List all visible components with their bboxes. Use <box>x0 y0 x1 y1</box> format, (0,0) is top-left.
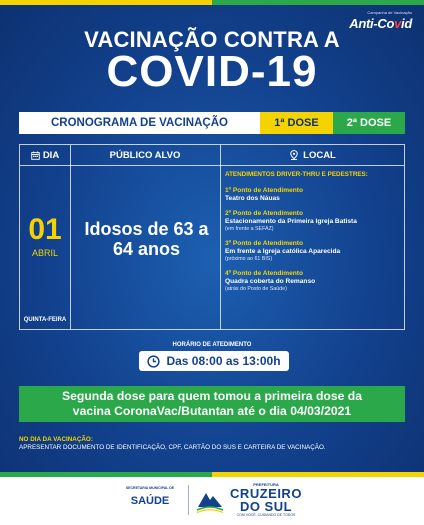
location-point <box>225 270 401 293</box>
location-point-name: Estacionamento da Primeira Igreja Batista <box>225 218 357 225</box>
saude-small-text: SECRETARIA MUNICIPAL DE <box>125 486 175 490</box>
note-text: APRESENTAR DOCUMENTO DE IDENTIFICAÇÃO, CPF, CARTÃO DO SUS E CARTEIRA DE VACINAÇÃO. <box>19 444 326 451</box>
hours-value: Das 08:00 as 13:00h <box>166 354 281 368</box>
location-point-name: Quadra coberta do Remanso <box>225 278 316 285</box>
second-dose-notice <box>19 386 405 422</box>
column-divider <box>220 145 221 329</box>
campaign-small-text: Campanha de Vacinação <box>367 10 412 15</box>
header-divider <box>20 165 404 166</box>
header-day <box>20 145 70 165</box>
footer <box>0 477 424 525</box>
hours-box <box>139 351 289 371</box>
health-secretariat-logo <box>120 486 180 509</box>
location-point-title: 2º Ponto de Atendimento <box>225 210 303 217</box>
location-point-note: (atrás do Posto de Saúde) <box>225 286 287 292</box>
date-day: 01 <box>28 213 62 246</box>
location-point-name: Teatro dos Náuas <box>225 195 280 202</box>
header-location <box>220 145 406 165</box>
title-line-2: COVID-19 <box>106 47 318 96</box>
note-title: NO DIA DA VACINAÇÃO: <box>19 436 93 443</box>
schedule-label: CRONOGRAMA DE VACINAÇÃO <box>19 112 260 134</box>
schedule-bar <box>19 112 405 134</box>
campaign-logo-text: Anti-Covid <box>349 16 412 31</box>
column-divider <box>70 145 71 329</box>
header-audience: PÚBLICO ALVO <box>109 149 181 161</box>
city-emblem-icon <box>196 487 224 513</box>
top-color-stripe <box>0 0 424 5</box>
city-name-line-2: DO SUL <box>239 499 293 514</box>
hours-label: HORÁRIO DE ATEDIMENTO <box>172 342 252 348</box>
location-point-title: 4º Ponto de Atendimento <box>225 270 303 277</box>
second-dose-line-1: Segunda dose para quem tomou a primeira dose da <box>61 389 363 403</box>
location-point-name: Em frente a Igreja católica Aparecida <box>225 248 341 255</box>
locations-list <box>225 171 401 300</box>
footer-divider <box>188 485 189 515</box>
date-month: ABRIL <box>31 248 58 258</box>
header-day-label: DIA <box>42 149 60 161</box>
city-name-line-1: CRUZEIRO <box>230 486 302 501</box>
clock-icon <box>147 355 160 368</box>
location-point-note: (em frente a SEFAZ) <box>225 226 274 232</box>
location-point <box>225 210 401 233</box>
location-pin-icon <box>290 150 298 160</box>
city-hall-logo <box>226 482 306 518</box>
location-point-note: (próximo ao 61 BIS) <box>225 256 273 262</box>
city-small-text: PREFEITURA <box>253 482 279 487</box>
city-slogan: COM VOCÊ, CUIDANDO DE TODOS <box>236 513 296 517</box>
schedule-table <box>19 144 405 330</box>
header-location-label: LOCAL <box>303 149 336 161</box>
title-line-1: VACINAÇÃO CONTRA A <box>84 27 340 52</box>
dose-1-badge: 1ª DOSE <box>260 112 333 134</box>
vaccination-day-note <box>19 436 419 452</box>
location-point <box>225 240 401 263</box>
saude-text: SAÚDE <box>130 495 170 507</box>
calendar-icon <box>31 151 40 160</box>
location-point-title: 3º Ponto de Atendimento <box>225 240 303 247</box>
second-dose-line-2: vacina CoronaVac/Butantan até o dia 04/03/2021 <box>72 404 352 418</box>
dose-2-badge: 2ª DOSE <box>333 112 405 134</box>
location-point-title: 1º Ponto de Atendimento <box>225 187 303 194</box>
locations-header: ATENDIMENTOS DRIVER-THRU E PEDESTRES: <box>225 171 368 178</box>
virus-icon: v <box>394 16 402 31</box>
location-point <box>225 187 401 203</box>
target-audience: Idosos de 63 a 64 anos <box>84 219 209 259</box>
weekday: QUINTA-FEIRA <box>23 317 67 323</box>
